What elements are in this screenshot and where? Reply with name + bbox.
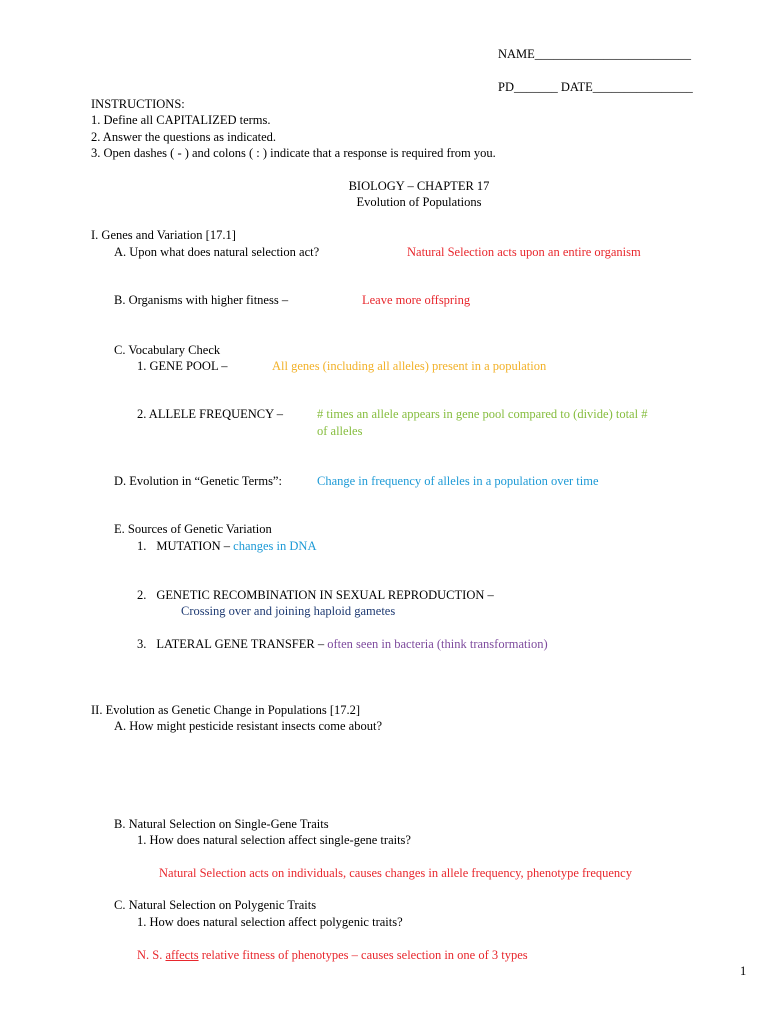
document-title: BIOLOGY – CHAPTER 17 — [348, 179, 490, 193]
answer-2b1: Natural Selection acts on individuals, causes changes in allele frequency, phenotype frequency — [159, 866, 632, 880]
term-mutation: MUTATION – — [156, 539, 231, 553]
document-subtitle: Evolution of Populations — [356, 195, 482, 209]
answer-2c1 — [137, 947, 528, 963]
instruction-item-1: 1. Define all CAPITALIZED terms. — [91, 113, 271, 127]
answer-2c1-rest: relative fitness of phenotypes – causes selection in one of 3 types — [198, 948, 528, 962]
list-item-mutation — [137, 538, 316, 554]
definition-gene-pool: All genes (including all alleles) present in a population — [272, 359, 547, 373]
definition-genetic-recombination: Crossing over and joining haploid gametes — [181, 604, 396, 618]
section-1-heading: I. Genes and Variation [17.1] — [91, 228, 236, 242]
question-2a: A. How might pesticide resistant insects come about? — [114, 719, 382, 733]
instructions-title: INSTRUCTIONS: — [91, 97, 185, 111]
question-2c1: 1. How does natural selection affect polygenic traits? — [137, 915, 403, 929]
genetic-variation-heading: E. Sources of Genetic Variation — [114, 522, 272, 536]
single-gene-traits-heading: B. Natural Selection on Single-Gene Traits — [114, 817, 329, 831]
instruction-item-2: 2. Answer the questions as indicated. — [91, 130, 277, 144]
term-allele-frequency: 2. ALLELE FREQUENCY – — [137, 407, 284, 421]
list-number: 3. — [137, 637, 147, 651]
answer-1b: Leave more offspring — [362, 293, 471, 307]
prompt-1b: B. Organisms with higher fitness – — [114, 293, 289, 307]
question-2b1: 1. How does natural selection affect single-gene traits? — [137, 833, 411, 847]
answer-2c1-underlined-word: affects — [165, 948, 199, 962]
list-item-lateral-gene-transfer — [137, 636, 548, 652]
definition-allele-frequency-line-2: of alleles — [317, 424, 363, 438]
definition-lateral-gene-transfer: often seen in bacteria (think transformation) — [327, 637, 548, 651]
instruction-item-3: 3. Open dashes ( - ) and colons ( : ) indicate that a response is required from you. — [91, 146, 496, 160]
answer-1d: Change in frequency of alleles in a population over time — [317, 474, 599, 488]
vocabulary-check-heading: C. Vocabulary Check — [114, 343, 221, 357]
period-date-field-line: PD_______ DATE________________ — [498, 80, 693, 94]
term-lateral-gene-transfer: LATERAL GENE TRANSFER – — [156, 637, 325, 651]
name-field-line: NAME_________________________ — [498, 47, 692, 61]
prompt-1d: D. Evolution in “Genetic Terms”: — [114, 474, 282, 488]
definition-mutation: changes in DNA — [233, 539, 317, 553]
question-1a: A. Upon what does natural selection act? — [114, 245, 320, 259]
definition-allele-frequency-line-1: # times an allele appears in gene pool compared to (divide) total # — [317, 407, 648, 421]
polygenic-traits-heading: C. Natural Selection on Polygenic Traits — [114, 898, 317, 912]
answer-2c1-prefix: N. S. — [137, 948, 166, 962]
answer-1a: Natural Selection acts upon an entire organism — [407, 245, 641, 259]
page-number: 1 — [740, 964, 747, 978]
list-item-genetic-recombination — [137, 587, 494, 603]
term-gene-pool: 1. GENE POOL – — [137, 359, 228, 373]
term-genetic-recombination: GENETIC RECOMBINATION IN SEXUAL REPRODUCTION – — [156, 588, 494, 602]
list-number: 1. — [137, 539, 147, 553]
list-number: 2. — [137, 588, 147, 602]
section-2-heading: II. Evolution as Genetic Change in Populations [17.2] — [91, 703, 361, 717]
